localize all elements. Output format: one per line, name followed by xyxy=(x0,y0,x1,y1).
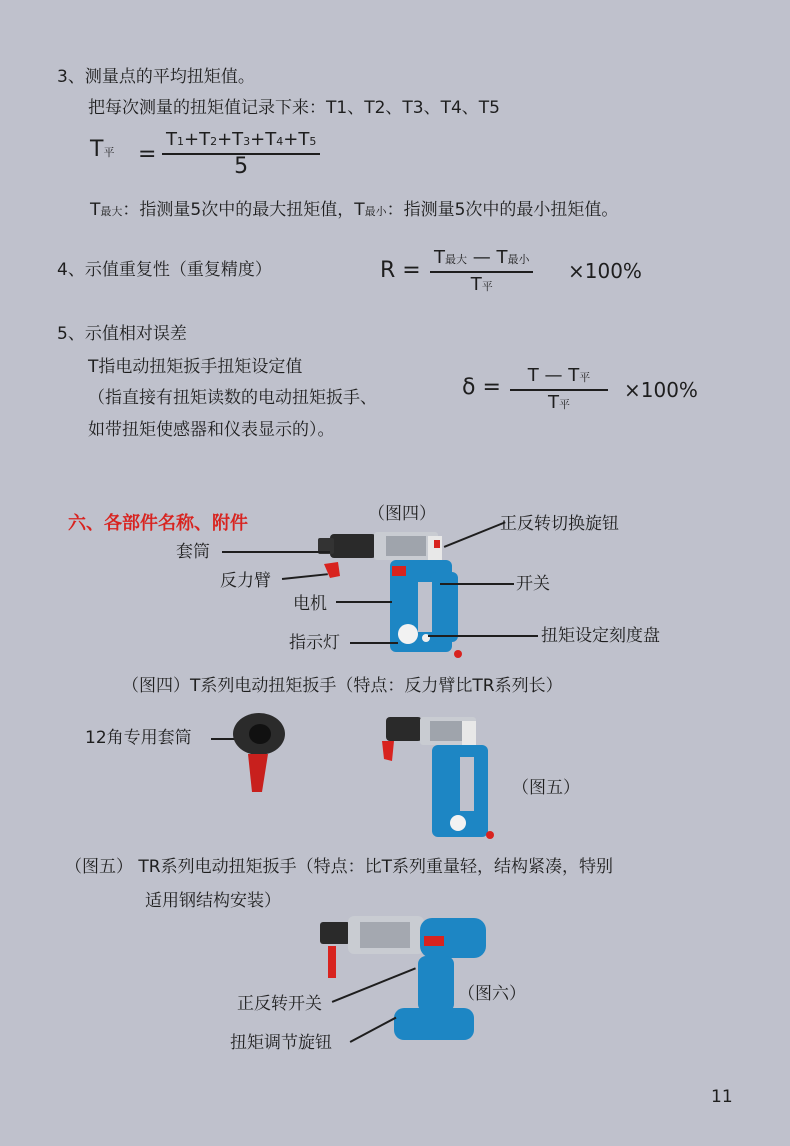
fig5-tag: （图五） xyxy=(512,778,580,798)
leader-dial xyxy=(428,635,538,637)
error-mult: ×100% xyxy=(624,378,698,402)
label-indicator: 指示灯 xyxy=(289,633,340,653)
socket-image xyxy=(230,712,290,796)
leader-switch xyxy=(440,583,514,585)
repeatability-lhs: R = xyxy=(380,258,421,283)
fig5-caption-line1: （图五） TR系列电动扭矩扳手（特点：比T系列重量轻，结构紧凑，特别 xyxy=(65,857,613,877)
label-fr-switch: 正反转开关 xyxy=(237,994,322,1014)
leader-indicator xyxy=(350,642,398,644)
section5-line2: （指直接有扭矩读数的电动扭矩扳手、 xyxy=(88,388,377,408)
fig4-tag: （图四） xyxy=(368,504,436,524)
label-torque-knob: 扭矩调节旋钮 xyxy=(230,1033,332,1053)
avg-formula-fraction xyxy=(162,129,320,179)
label-switch: 开关 xyxy=(516,574,550,594)
section5-heading: 5、示值相对误差 xyxy=(57,324,187,344)
fig5-caption-line2: 适用钢结构安装） xyxy=(145,891,281,911)
fig6-tag: （图六） xyxy=(458,984,526,1004)
label-direction-knob: 正反转切换旋钮 xyxy=(500,514,619,534)
label-dial: 扭矩设定刻度盘 xyxy=(541,626,660,646)
label-socket: 12角专用套筒 xyxy=(85,728,192,748)
repeatability-mult: ×100% xyxy=(568,259,642,283)
section4-heading: 4、示值重复性（重复精度） xyxy=(57,260,272,280)
section5-line1: T指电动扭矩扳手扭矩设定值 xyxy=(88,357,303,377)
repeatability-fraction: T最大 — T最小 T平 xyxy=(430,247,533,299)
section6-title: 六、各部件名称、附件 xyxy=(68,513,248,534)
avg-formula-denominator: 5 xyxy=(234,153,249,179)
label-reaction-arm: 反力臂 xyxy=(220,571,271,591)
label-motor: 电机 xyxy=(293,594,327,614)
section3-line: 把每次测量的扭矩值记录下来：T1、T2、T3、T4、T5 xyxy=(88,98,501,118)
fig6-wrench-image xyxy=(320,912,490,1052)
section3-heading: 3、测量点的平均扭矩值。 xyxy=(57,67,255,87)
avg-formula-numerator: T1+T2+T3+T4+T5 xyxy=(166,129,317,150)
error-fraction: T — T平 T平 xyxy=(510,365,608,417)
leader-motor xyxy=(336,601,392,603)
section3-note: T最大：指测量5次中的最大扭矩值，T最小：指测量5次中的最小扭矩值。 xyxy=(90,200,619,220)
error-lhs: δ = xyxy=(462,375,501,400)
label-sleeve: 套筒 xyxy=(176,542,210,562)
leader-sleeve xyxy=(222,551,330,553)
section5-line3: 如带扭矩使感器和仪表显示的）。 xyxy=(88,420,335,440)
page-number: 11 xyxy=(711,1087,733,1107)
fig4-wrench-image xyxy=(318,526,468,666)
fig5-wrench-image xyxy=(378,713,508,843)
fig4-caption: （图四）T系列电动扭矩扳手（特点：反力臂比TR系列长） xyxy=(122,676,563,696)
avg-formula-eq: = xyxy=(138,142,157,167)
avg-formula-lhs: T平 xyxy=(90,137,115,162)
